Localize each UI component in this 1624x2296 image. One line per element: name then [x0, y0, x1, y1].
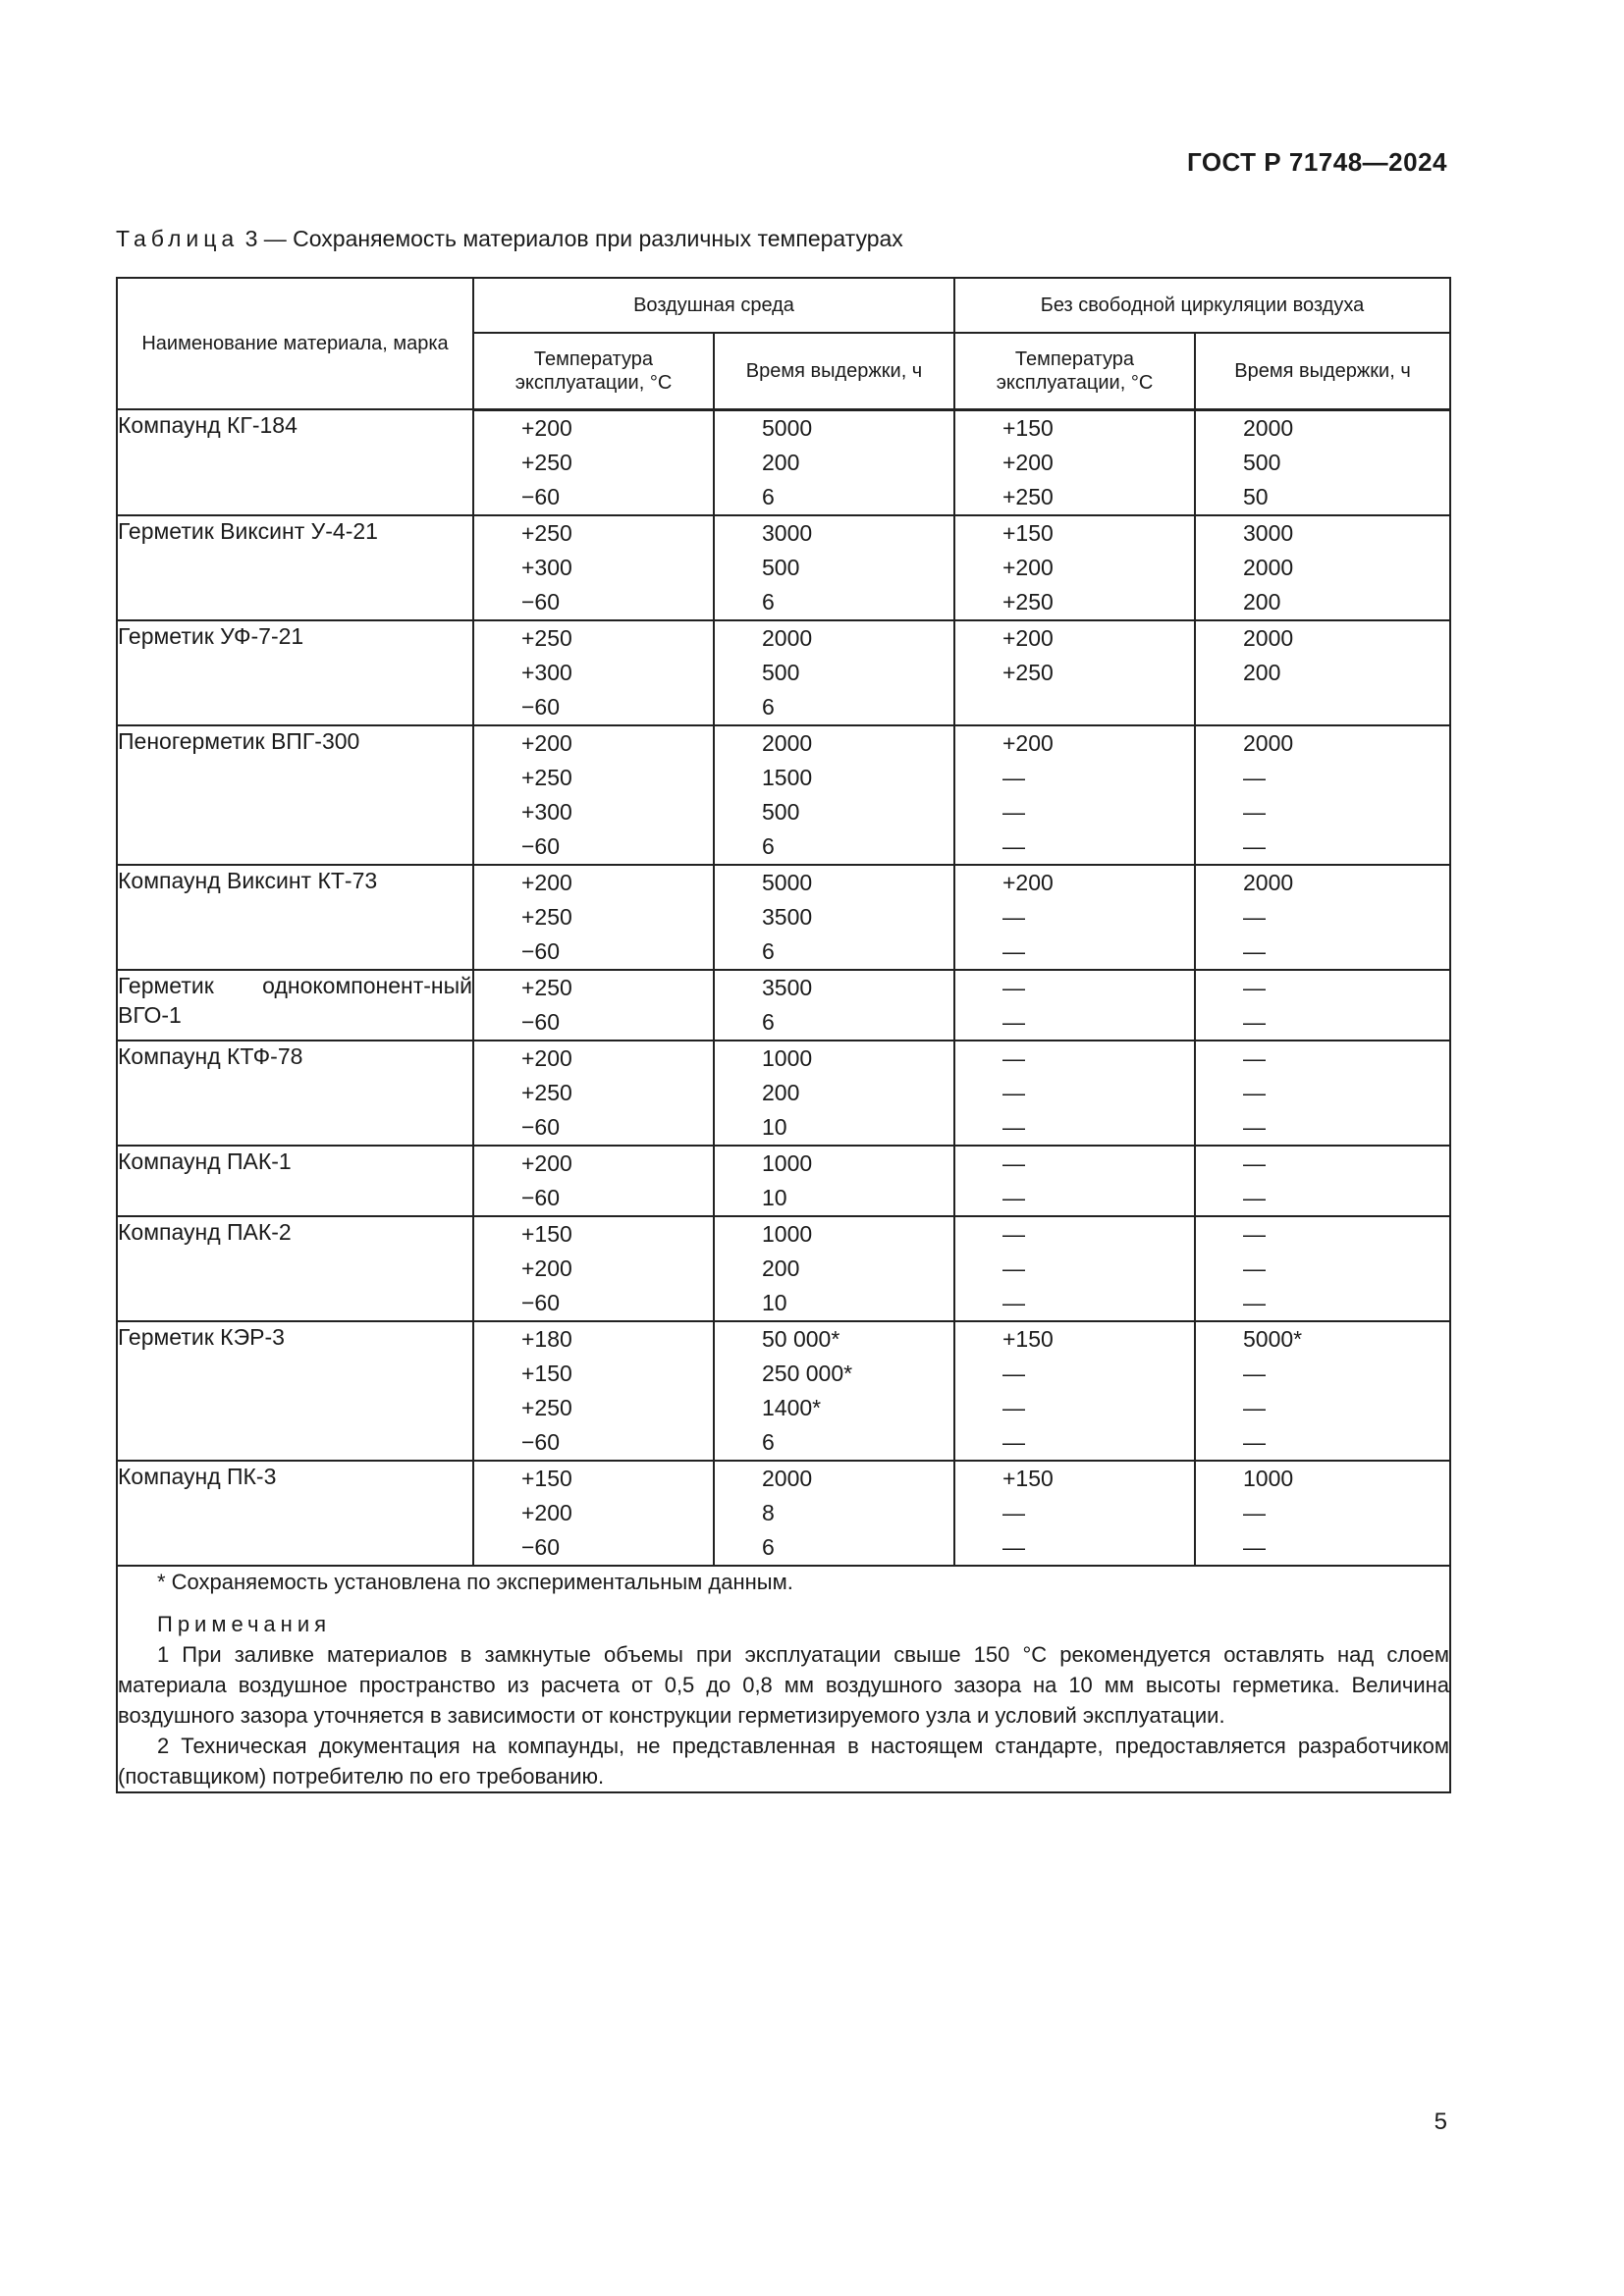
cell-value: +250 — [1002, 483, 1054, 509]
table-row — [117, 515, 1450, 620]
cell-value: +150 — [521, 1465, 572, 1491]
cell-value: — — [1002, 1220, 1025, 1247]
cell-value: 1400* — [762, 1394, 822, 1420]
na-temp-cell — [954, 515, 1195, 620]
table-notes — [117, 1566, 1450, 1792]
table-row — [117, 1321, 1450, 1461]
cell-value: — — [1002, 832, 1025, 859]
cell-value: — — [1243, 1184, 1266, 1210]
cell-value: — — [1243, 1394, 1266, 1420]
na-time-cell — [1195, 409, 1450, 515]
cell-value: — — [1002, 1184, 1025, 1210]
cell-value: — — [1002, 1255, 1025, 1281]
cell-value: 2000 — [1243, 554, 1294, 580]
header-air-time: Время выдержки, ч — [714, 333, 954, 409]
air-temp-cell — [473, 1041, 714, 1146]
air-time-cell — [714, 725, 954, 865]
cell-value: −60 — [521, 1533, 561, 1560]
material-name: Компаунд ПК-3 — [117, 1461, 473, 1566]
cell-value: 500 — [762, 554, 800, 580]
cell-value: +300 — [521, 554, 572, 580]
cell-value: — — [1002, 1113, 1025, 1140]
cell-value: — — [1243, 1533, 1266, 1560]
header-noair-time: Время выдержки, ч — [1195, 333, 1450, 409]
na-time-cell — [1195, 1041, 1450, 1146]
cell-value: — — [1243, 1113, 1266, 1140]
na-time-cell — [1195, 1461, 1450, 1566]
cell-value: — — [1002, 937, 1025, 964]
air-time-cell — [714, 1041, 954, 1146]
na-time-cell — [1195, 1216, 1450, 1321]
cell-value: +200 — [1002, 554, 1054, 580]
cell-value: 500 — [762, 798, 800, 825]
cell-value: — — [1243, 1220, 1266, 1247]
footnote: * Сохраняемость установлена по экспериментальным данным. — [157, 1569, 793, 1594]
cell-value: −60 — [521, 588, 561, 614]
cell-value: — — [1243, 937, 1266, 964]
cell-value: 3500 — [762, 903, 813, 930]
cell-value: +150 — [1002, 1325, 1054, 1352]
air-temp-cell — [473, 1146, 714, 1216]
cell-value: −60 — [521, 1184, 561, 1210]
cell-value: 50 000* — [762, 1325, 840, 1352]
cell-value: +250 — [521, 903, 572, 930]
table-row — [117, 865, 1450, 970]
na-temp-cell — [954, 1041, 1195, 1146]
cell-value: +250 — [1002, 588, 1054, 614]
cell-value: 2000 — [1243, 414, 1294, 441]
table-row — [117, 725, 1450, 865]
cell-value: — — [1243, 1428, 1266, 1455]
cell-value: +200 — [1002, 449, 1054, 475]
cell-value: +200 — [1002, 869, 1054, 895]
material-name: Компаунд КГ-184 — [117, 409, 473, 515]
cell-value: — — [1002, 798, 1025, 825]
notes-title: Примечания — [157, 1611, 332, 1636]
header-group-air: Воздушная среда — [473, 278, 954, 333]
cell-value: — — [1243, 1044, 1266, 1071]
header-material-name: Наименование материала, марка — [117, 278, 473, 409]
cell-value: 50 — [1243, 483, 1269, 509]
cell-value: +200 — [521, 1149, 572, 1176]
air-temp-cell — [473, 725, 714, 865]
cell-value: — — [1002, 1499, 1025, 1525]
cell-value: — — [1243, 1149, 1266, 1176]
table-body — [117, 409, 1450, 1566]
cell-value: 5000 — [762, 869, 813, 895]
cell-value: — — [1002, 1149, 1025, 1176]
cell-value: +200 — [521, 1044, 572, 1071]
note-1: 1 При заливке материалов в замкнутые объемы при эксплуатации свыше 150 °С рекомендуется оставлять над слоем материала воздушное пространство из расчета от 0,5 до 0,8 мм воздушного зазора на 10 мм высоты герметика. Величина воздушного зазора уточняется в зависимости от конструкции герметизируемого узла и условий эксплуатации. — [118, 1641, 1450, 1728]
cell-value: +250 — [521, 1394, 572, 1420]
storage-table — [116, 277, 1451, 1793]
cell-value: 200 — [1243, 659, 1281, 685]
cell-value: 250 000* — [762, 1360, 853, 1386]
table-row — [117, 1146, 1450, 1216]
material-name: Компаунд Виксинт КТ-73 — [117, 865, 473, 970]
air-temp-cell — [473, 515, 714, 620]
cell-value: — — [1002, 1428, 1025, 1455]
cell-value: 1000 — [762, 1044, 813, 1071]
table-row — [117, 409, 1450, 515]
cell-value: +200 — [1002, 729, 1054, 756]
cell-value: +250 — [521, 974, 572, 1000]
table-caption-prefix: Таблица — [116, 226, 240, 251]
cell-value: 200 — [1243, 588, 1281, 614]
air-time-cell — [714, 1146, 954, 1216]
air-temp-cell — [473, 865, 714, 970]
table-caption — [116, 226, 903, 252]
cell-value: — — [1243, 1079, 1266, 1105]
cell-value: +150 — [521, 1220, 572, 1247]
table-row — [117, 620, 1450, 725]
air-temp-cell — [473, 1461, 714, 1566]
cell-value: — — [1002, 1289, 1025, 1315]
cell-value — [1196, 690, 1449, 724]
cell-value: 1000 — [762, 1220, 813, 1247]
note-2: 2 Техническая документация на компаунды, не представленная в настоящем стандарте, предоставляется разработчиком (поставщиком) потребителю по его требованию. — [118, 1733, 1450, 1789]
material-name: Герметик УФ-7-21 — [117, 620, 473, 725]
cell-value: — — [1243, 1360, 1266, 1386]
air-temp-cell — [473, 620, 714, 725]
na-temp-cell — [954, 970, 1195, 1041]
na-temp-cell — [954, 409, 1195, 515]
air-time-cell — [714, 1216, 954, 1321]
air-time-cell — [714, 865, 954, 970]
cell-value: +250 — [521, 519, 572, 546]
cell-value: +250 — [521, 1079, 572, 1105]
cell-value: — — [1243, 764, 1266, 790]
cell-value: −60 — [521, 483, 561, 509]
cell-value: 5000* — [1243, 1325, 1303, 1352]
material-name: Компаунд КТФ-78 — [117, 1041, 473, 1146]
cell-value: 2000 — [1243, 729, 1294, 756]
cell-value: 6 — [762, 1008, 775, 1035]
cell-value: — — [1243, 1289, 1266, 1315]
cell-value: 200 — [762, 1255, 800, 1281]
cell-value: — — [1002, 1394, 1025, 1420]
cell-value: 2000 — [762, 1465, 813, 1491]
cell-value: −60 — [521, 832, 561, 859]
cell-value: 3500 — [762, 974, 813, 1000]
air-time-cell — [714, 970, 954, 1041]
cell-value: — — [1243, 798, 1266, 825]
cell-value: 10 — [762, 1289, 787, 1315]
cell-value: +200 — [1002, 624, 1054, 651]
cell-value: +150 — [1002, 519, 1054, 546]
header-noair-temp: Температура эксплуатации, °C — [954, 333, 1195, 409]
air-temp-cell — [473, 1321, 714, 1461]
na-temp-cell — [954, 1216, 1195, 1321]
cell-value: 2000 — [762, 729, 813, 756]
cell-value: +300 — [521, 659, 572, 685]
cell-value: 2000 — [1243, 869, 1294, 895]
cell-value: 6 — [762, 832, 775, 859]
cell-value: 10 — [762, 1113, 787, 1140]
cell-value: 8 — [762, 1499, 775, 1525]
cell-value: 2000 — [762, 624, 813, 651]
table-row — [117, 1461, 1450, 1566]
cell-value: 1500 — [762, 764, 813, 790]
na-time-cell — [1195, 865, 1450, 970]
cell-value: −60 — [521, 1113, 561, 1140]
cell-value: 6 — [762, 1428, 775, 1455]
cell-value: — — [1002, 1079, 1025, 1105]
cell-value: 200 — [762, 449, 800, 475]
cell-value: +200 — [521, 1255, 572, 1281]
cell-value: +250 — [521, 449, 572, 475]
air-time-cell — [714, 515, 954, 620]
na-temp-cell — [954, 620, 1195, 725]
cell-value: +200 — [521, 869, 572, 895]
na-temp-cell — [954, 1461, 1195, 1566]
cell-value: — — [1002, 1008, 1025, 1035]
cell-value: 6 — [762, 1533, 775, 1560]
air-temp-cell — [473, 1216, 714, 1321]
cell-value: — — [1002, 1533, 1025, 1560]
cell-value: 6 — [762, 693, 775, 720]
cell-value: — — [1243, 903, 1266, 930]
cell-value: +200 — [521, 1499, 572, 1525]
cell-value: 1000 — [1243, 1465, 1294, 1491]
page-number: 5 — [1434, 2109, 1447, 2135]
cell-value: +150 — [1002, 1465, 1054, 1491]
cell-value: +250 — [521, 624, 572, 651]
cell-value: — — [1002, 1044, 1025, 1071]
material-name: Герметик однокомпонент-ный ВГО-1 — [117, 970, 473, 1041]
material-name: Пеногерметик ВПГ-300 — [117, 725, 473, 865]
na-temp-cell — [954, 725, 1195, 865]
cell-value: — — [1243, 832, 1266, 859]
cell-value: −60 — [521, 937, 561, 964]
header-air-temp: Температура эксплуатации, °C — [473, 333, 714, 409]
cell-value: — — [1243, 1499, 1266, 1525]
cell-value: — — [1243, 1008, 1266, 1035]
cell-value: 3000 — [762, 519, 813, 546]
cell-value: — — [1243, 1255, 1266, 1281]
cell-value: +200 — [521, 729, 572, 756]
table-row — [117, 1041, 1450, 1146]
material-name: Герметик КЭР-3 — [117, 1321, 473, 1461]
na-temp-cell — [954, 1321, 1195, 1461]
material-name: Компаунд ПАК-2 — [117, 1216, 473, 1321]
cell-value: 2000 — [1243, 624, 1294, 651]
cell-value: 200 — [762, 1079, 800, 1105]
cell-value: — — [1243, 974, 1266, 1000]
cell-value: −60 — [521, 693, 561, 720]
material-name: Компаунд ПАК-1 — [117, 1146, 473, 1216]
cell-value: 6 — [762, 588, 775, 614]
na-temp-cell — [954, 865, 1195, 970]
cell-value: +300 — [521, 798, 572, 825]
na-time-cell — [1195, 620, 1450, 725]
air-time-cell — [714, 620, 954, 725]
cell-value: +250 — [521, 764, 572, 790]
cell-value: −60 — [521, 1428, 561, 1455]
air-time-cell — [714, 1321, 954, 1461]
cell-value: — — [1002, 903, 1025, 930]
header-group-noair: Без свободной циркуляции воздуха — [954, 278, 1450, 333]
cell-value: +150 — [521, 1360, 572, 1386]
table-caption-text: 3 — Сохраняемость материалов при различных температурах — [244, 226, 903, 251]
cell-value: 500 — [1243, 449, 1281, 475]
cell-value: 6 — [762, 937, 775, 964]
air-time-cell — [714, 1461, 954, 1566]
cell-value: +180 — [521, 1325, 572, 1352]
table-row — [117, 1216, 1450, 1321]
cell-value: +150 — [1002, 414, 1054, 441]
cell-value: −60 — [521, 1008, 561, 1035]
air-temp-cell — [473, 970, 714, 1041]
cell-value: 3000 — [1243, 519, 1294, 546]
cell-value: 1000 — [762, 1149, 813, 1176]
cell-value: 10 — [762, 1184, 787, 1210]
cell-value: — — [1002, 764, 1025, 790]
cell-value: — — [1002, 1360, 1025, 1386]
na-time-cell — [1195, 1321, 1450, 1461]
cell-value: +250 — [1002, 659, 1054, 685]
document-id: ГОСТ Р 71748—2024 — [1186, 147, 1447, 177]
na-time-cell — [1195, 1146, 1450, 1216]
cell-value — [955, 690, 1194, 724]
cell-value: — — [1002, 974, 1025, 1000]
material-name: Герметик Виксинт У-4-21 — [117, 515, 473, 620]
na-temp-cell — [954, 1146, 1195, 1216]
table-row — [117, 970, 1450, 1041]
cell-value: −60 — [521, 1289, 561, 1315]
cell-value: 5000 — [762, 414, 813, 441]
cell-value: 6 — [762, 483, 775, 509]
air-time-cell — [714, 409, 954, 515]
na-time-cell — [1195, 515, 1450, 620]
cell-value: 500 — [762, 659, 800, 685]
na-time-cell — [1195, 725, 1450, 865]
na-time-cell — [1195, 970, 1450, 1041]
cell-value: +200 — [521, 414, 572, 441]
air-temp-cell — [473, 409, 714, 515]
